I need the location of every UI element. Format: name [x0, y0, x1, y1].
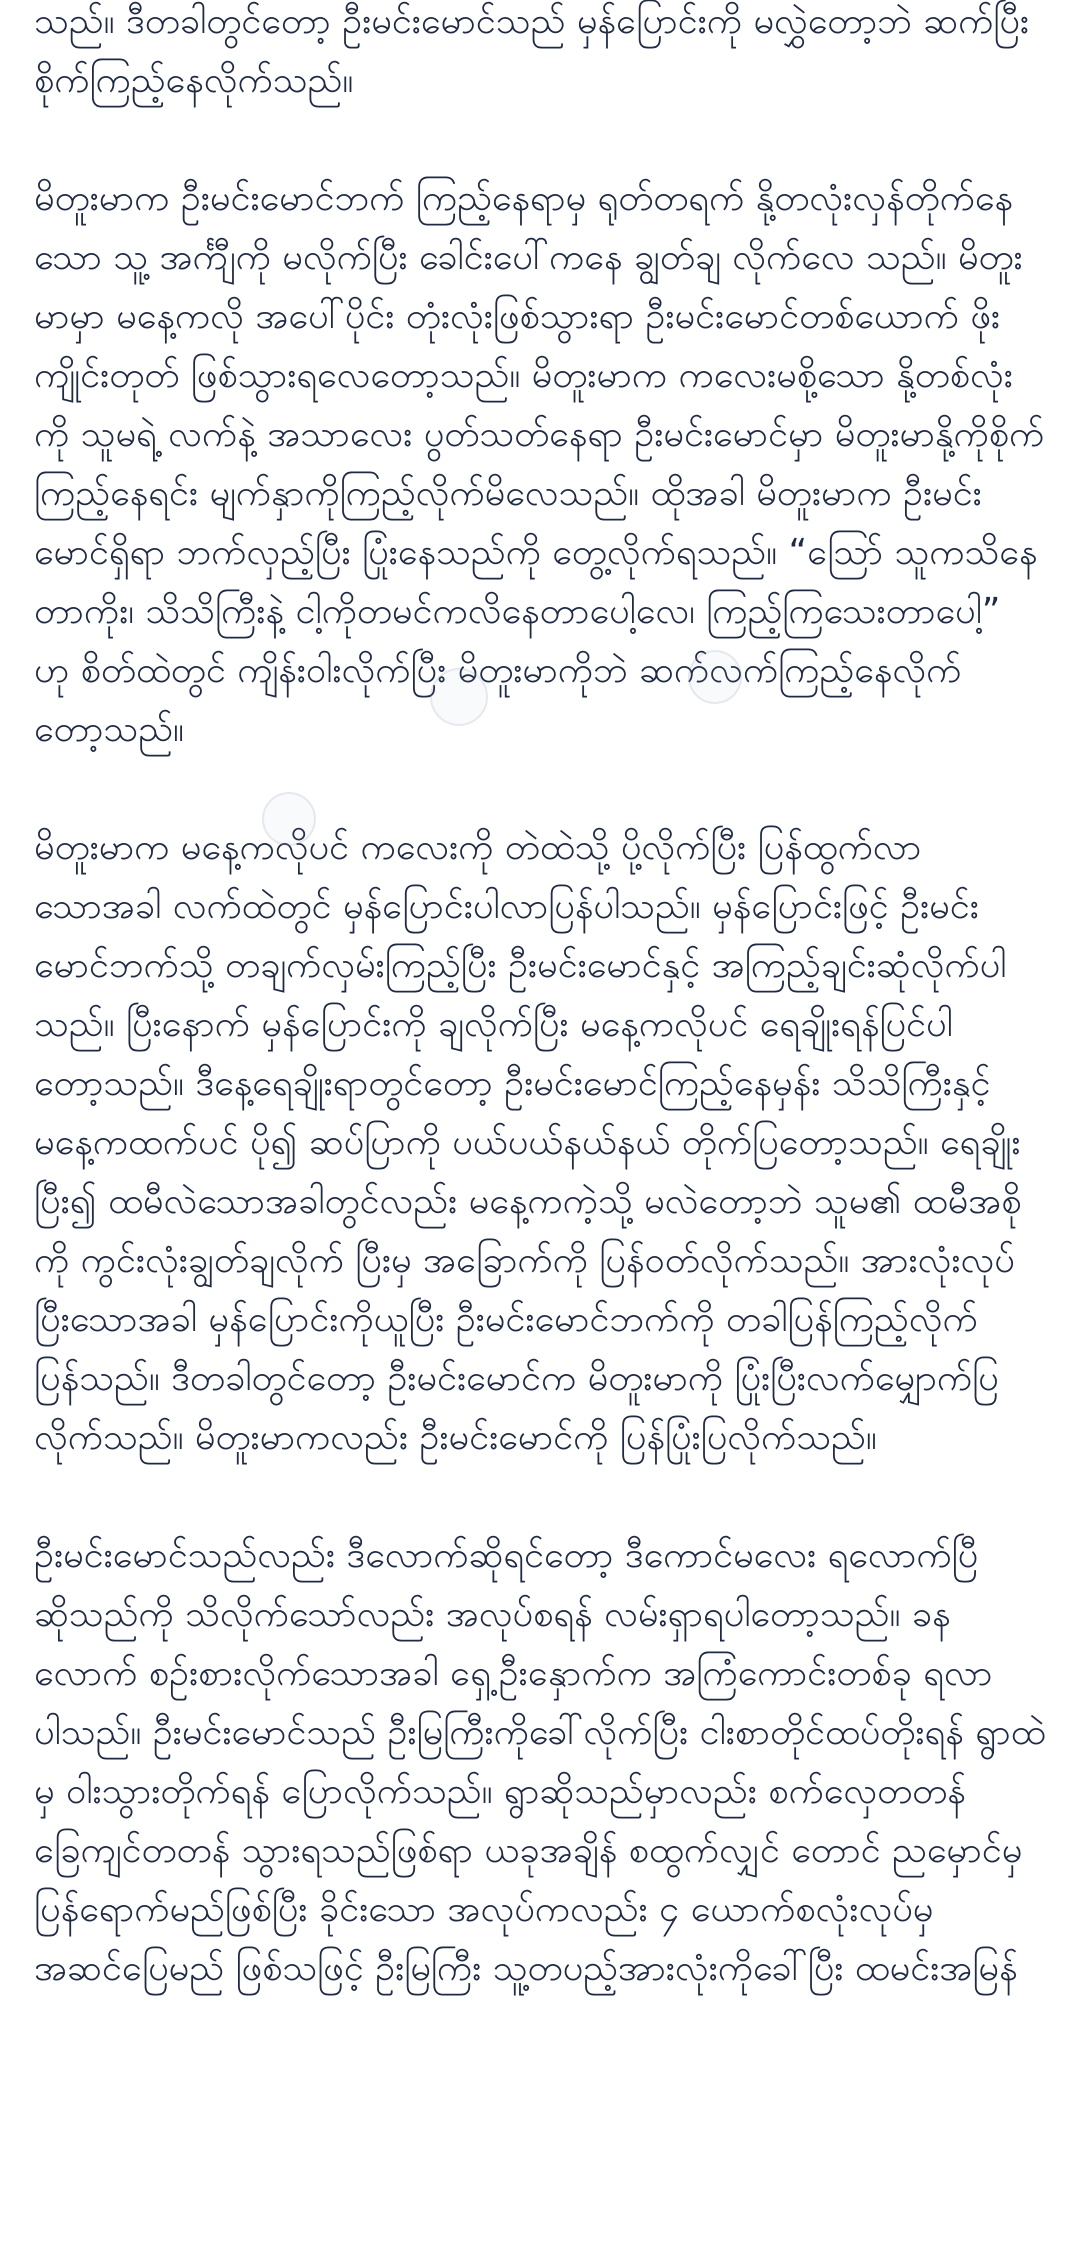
article-paragraph-2: မိတူးမာက ဦးမင်းမောင်ဘက် ကြည့်နေရာမှ ရုတ်တရက် နို့တလုံးလှန်တိုက်နေသော သူ့ အင်္ကျီကို မလိုက်ပြီး ခေါင်းပေါ်ကနေ ချွတ်ချ လိုက်လေ သည်။ မိတူးမာမှာ မနေ့ကလို အပေါ်ပိုင်း တုံးလုံးဖြစ်သွားရာ ဦးမင်းမောင်တစ်ယောက် ဖိုးကျိုင်းတုတ် ဖြစ်သွားရလေတော့သည်။ မိတူးမာက ကလေးမစို့သော နို့တစ်လုံးကို သူမရဲ့ လက်နဲ့ အသာလေး ပွတ်သတ်နေရာ ဦးမင်းမောင်မှာ မိတူးမာနို့ကိုစိုက်ကြည့်နေရင်း မျက်နှာကိုကြည့်လိုက်မိလေသည်။ ထိုအခါ မိတူးမာက ဦးမင်းမောင်ရှိရာ ဘက်လှည့်ပြီး ပြုံးနေသည်ကို တွေ့လိုက်ရသည်။ “ဩော် သူကသိနေတာကိုး၊ သိသိကြီးနဲ့ ငါ့ကိုတမင်ကလိနေတာပေါ့လေ၊ ကြည့်ကြသေးတာပေါ့” ဟု စိတ်ထဲတွင် ကျိန်းဝါးလိုက်ပြီး မိတူးမာကိုဘဲ ဆက်လက်ကြည့်နေလိုက်တော့သည်။: [34, 178, 1045, 750]
article-paragraph-3: မိတူးမာက မနေ့ကလိုပင် ကလေးကို တဲထဲသို့ ပို့လိုက်ပြီး ပြန်ထွက်လာသောအခါ လက်ထဲတွင် မှန်ပြောင်းပါလာပြန်ပါသည်။ မှန်ပြောင်းဖြင့် ဦးမင်းမောင်ဘက်သို့ တချက်လှမ်းကြည့်ပြီး ဦးမင်းမောင်နှင့် အကြည့်ချင်းဆုံလိုက်ပါသည်။ ပြီးနောက် မှန်ပြောင်းကို ချလိုက်ပြီး မနေ့ကလိုပင် ရေချိုးရန်ပြင်ပါတော့သည်။ ဒီနေ့ရေချိုးရာတွင်တော့ ဦးမင်းမောင်ကြည့်နေမှန်း သိသိကြီးနှင့် မနေ့ကထက်ပင် ပို၍ ဆပ်ပြာကို ပယ်ပယ်နယ်နယ် တိုက်ပြတော့သည်။ ရေချိုးပြီး၍ ထမီလဲသောအခါတွင်လည်း မနေ့ကကဲ့သို့ မလဲတော့ဘဲ သူမ၏ ထမီအစိုကို ကွင်းလုံးချွတ်ချလိုက် ပြီးမှ အခြောက်ကို ပြန်ဝတ်လိုက်သည်။ အားလုံးလုပ်ပြီးသောအခါ မှန်ပြောင်းကိုယူပြီး ဦးမင်းမောင်ဘက်ကို တခါပြန်ကြည့်လိုက်ပြန်သည်။ ဒီတခါတွင်တော့ ဦးမင်းမောင်က မိတူးမာကို ပြုံးပြီးလက်မျှောက်ပြလိုက်သည်။ မိတူးမာကလည်း ဦးမင်းမောင်ကို ပြန်ပြုံးပြလိုက်သည်။: [34, 827, 1022, 1458]
article-paragraph-4: ဦးမင်းမောင်သည်လည်း ဒီလောက်ဆိုရင်တော့ ဒီကောင်မလေး ရလောက်ပြီဆိုသည်ကို သိလိုက်သော်လည်း အလုပ်စရန် လမ်းရှာရပါတော့သည်။ ခနလောက် စဉ်းစားလိုက်သောအခါ ရှေ့ဦးနှောက်က အကြံကောင်းတစ်ခု ရလာပါသည်။ ဦးမင်းမောင်သည် ဦးမြကြီးကိုခေါ်လိုက်ပြီး ငါးစာတိုင်ထပ်တိုးရန် ရွာထဲမှ ဝါးသွားတိုက်ရန် ပြောလိုက်သည်။ ရွာဆိုသည်မှာလည်း စက်လှေတတန် ခြေကျင်တတန် သွားရသည်ဖြစ်ရာ ယခုအချိန် စထွက်လျှင် တောင် ညမှောင်မှ ပြန်ရောက်မည်ဖြစ်ပြီး ခိုင်းသော အလုပ်ကလည်း ၄ ယောက်စလုံးလုပ်မှ အဆင်ပြေမည် ဖြစ်သဖြင့် ဦးမြကြီး သူ့တပည့်အားလုံးကိုခေါ်ပြီး ထမင်းအမြန်: [34, 1535, 1046, 1989]
article-paragraph-1: သည်။ ဒီတခါတွင်တော့ ဦးမင်းမောင်သည် မှန်ပြောင်းကို မလွှဲတော့ဘဲ ဆက်ပြီးစိုက်ကြည့်နေလိုက်သည်။: [34, 1, 1030, 101]
